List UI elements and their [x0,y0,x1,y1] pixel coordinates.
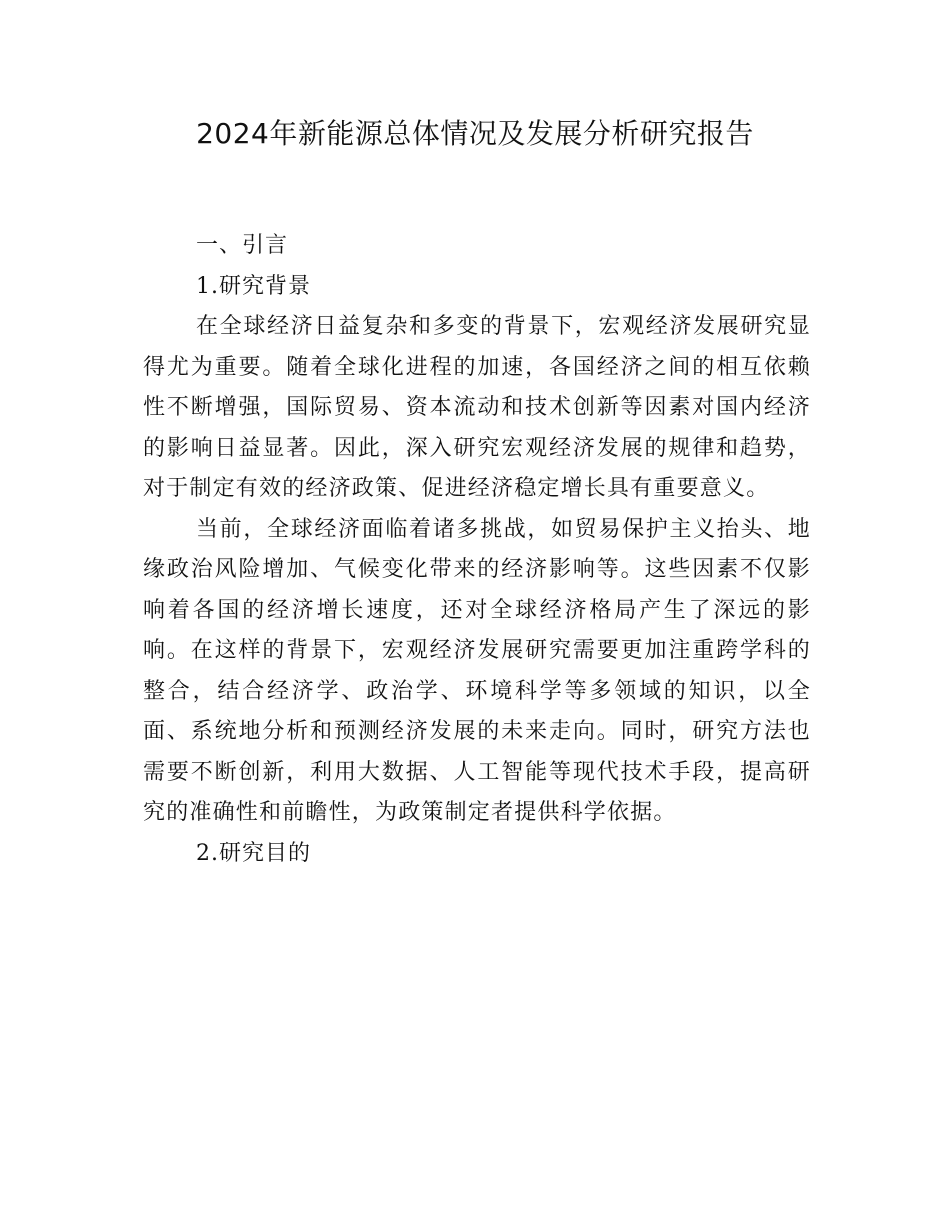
document-body [143,226,811,874]
paragraph-background-2: 当前，全球经济面临着诸多挑战，如贸易保护主义抬头、地缘政治风险增加、气候变化带来的经济影响等。这些因素不仅影响着各国的经济增长速度，还对全球经济格局产生了深远的影响。在这样的背景下，宏观经济发展研究需要更加注重跨学科的整合，结合经济学、政治学、环境科学等多领域的知识，以全面、系统地分析和预测经济发展的未来走向。同时，研究方法也需要不断创新，利用大数据、人工智能等现代技术手段，提高研究的准确性和前瞻性，为政策制定者提供科学依据。 [143,516,811,825]
subsection-heading-purpose: 2.研究目的 [196,840,311,866]
subsection-heading-background: 1.研究背景 [196,273,311,299]
section-heading-introduction: 一、引言 [196,233,289,258]
paragraph-background-1: 在全球经济日益复杂和多变的背景下，宏观经济发展研究显得尤为重要。随着全球化进程的加速，各国经济之间的相互依赖性不断增强，国际贸易、资本流动和技术创新等因素对国内经济的影响日益显著。因此，深入研究宏观经济发展的规律和趋势，对于制定有效的经济政策、促进经济稳定增长具有重要意义。 [143,314,811,501]
document-title: 2024年新能源总体情况及发展分析研究报告 [196,117,754,150]
